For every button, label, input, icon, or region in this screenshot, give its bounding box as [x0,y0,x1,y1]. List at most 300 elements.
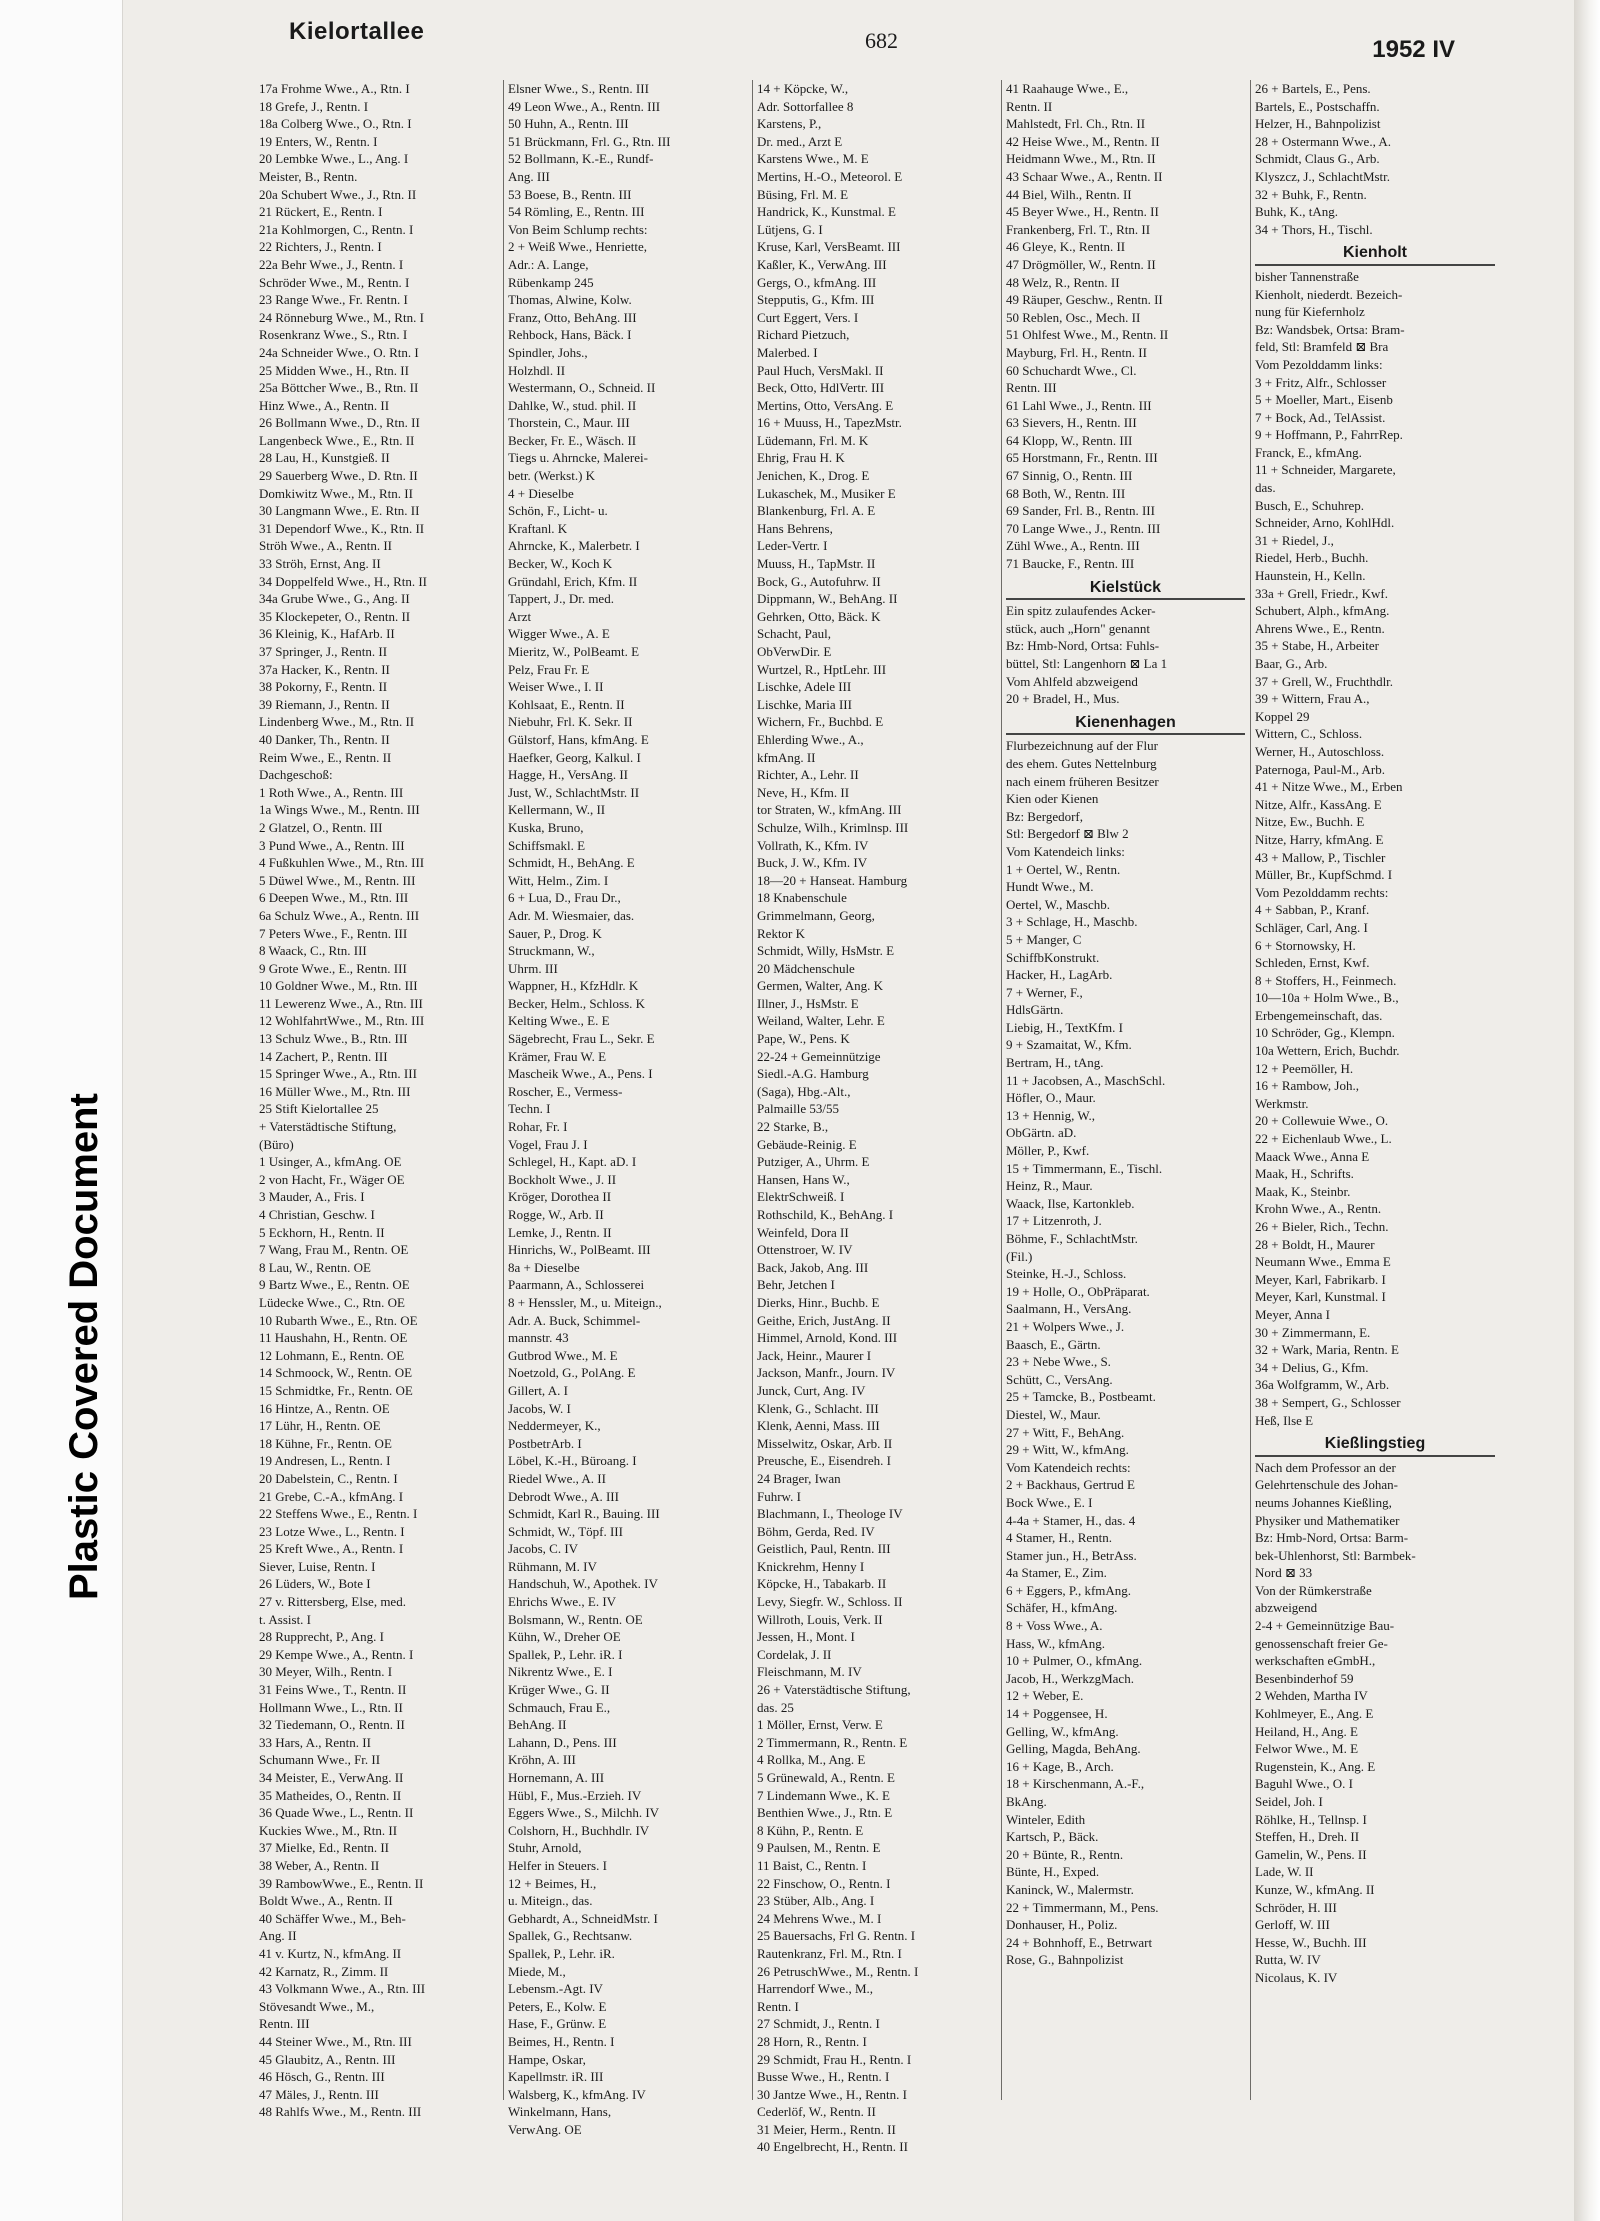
directory-entry: Gülstorf, Hans, kfmAng. E [508,731,649,747]
directory-entry: Bz: Hmb-Nord, Ortsa: Barm- [1255,1530,1409,1546]
directory-entry: Schumann Wwe., Fr. II [259,1752,381,1768]
directory-entry: 26 PetruschWwe., M., Rentn. I [757,1963,919,1979]
directory-entry: Ehrig, Frau H. K [757,450,845,466]
directory-columns [255,80,1500,2155]
directory-entry: Knickrehm, Henny I [757,1558,865,1574]
directory-entry: 8 + Voss Wwe., A. [1006,1618,1103,1634]
directory-entry: des ehem. Gutes Nettelnburg [1006,755,1157,771]
directory-entry: 48 Welz, R., Rentn. II [1006,274,1120,290]
directory-entry: 3 Mauder, A., Fris. I [259,1189,365,1205]
directory-entry: Vom Katendeich links: [1006,843,1125,859]
directory-entry: Ottenstroer, W. IV [757,1242,853,1258]
directory-entry: 20 Mädchenschule [757,960,855,976]
directory-entry: Kröger, Dorothea II [508,1189,612,1205]
directory-entry: 21 + Wolpers Wwe., J. [1006,1318,1125,1334]
directory-entry: 53 Boese, B., Rentn. III [508,186,632,202]
directory-entry: Ehrichs Wwe., E. IV [508,1594,617,1610]
directory-entry: Boldt Wwe., A., Rentn. II [259,1893,393,1909]
directory-entry: Harrendorf Wwe., M., [757,1981,873,1997]
directory-entry: Jenichen, K., Drog. E [757,468,870,484]
directory-entry: Gründahl, Erich, Kfm. II [508,573,638,589]
directory-entry: Richard Pietzuch, [757,327,850,343]
directory-entry: 21 Grebe, C.-A., kfmAng. I [259,1488,404,1504]
directory-entry: Leder-Vertr. I [757,538,828,554]
directory-entry: Himmel, Arnold, Kond. III [757,1330,898,1346]
directory-entry: Holzhdl. II [508,362,566,378]
directory-entry: 12 + Weber, E. [1006,1688,1084,1704]
directory-entry: 71 Baucke, F., Rentn. III [1006,556,1135,572]
directory-entry: Jacob, H., WerkzgMach. [1006,1670,1134,1686]
directory-entry: 2 Wehden, Martha IV [1255,1688,1368,1704]
directory-entry: Physiker und Mathematiker [1255,1512,1400,1528]
directory-entry: Kuska, Bruno, [508,819,584,835]
directory-entry: Schulze, Wilh., Krimlnsp. III [757,819,909,835]
document-label-strip [0,0,122,2221]
directory-entry: Misselwitz, Oskar, Arb. II [757,1435,893,1451]
directory-entry: 8 Lau, W., Rentn. OE [259,1259,371,1275]
directory-entry: 24 Rönneburg Wwe., M., Rtn. I [259,309,424,325]
directory-entry: 30 Jantze Wwe., H., Rentn. I [757,2086,907,2102]
directory-entry: (Büro) [259,1136,294,1152]
directory-entry: 38 + Sempert, G., Schlosser [1255,1394,1401,1410]
directory-entry: 1 + Oertel, W., Rentn. [1006,861,1121,877]
directory-entry: bek-Uhlenhorst, Stl: Barmbek- [1255,1547,1416,1563]
directory-entry: 29 + Witt, W., kfmAng. [1006,1442,1129,1458]
directory-entry: Roscher, E., Vermess- [508,1083,623,1099]
directory-entry: (Fil.) [1006,1248,1033,1264]
directory-entry: Busch, E., Schuhrep. [1255,497,1365,513]
directory-entry: 25 Kreft Wwe., A., Rentn. I [259,1541,404,1557]
directory-entry: Kaßler, K., VerwAng. III [757,256,887,272]
directory-entry: 46 Hösch, G., Rentn. III [259,2069,385,2085]
directory-entry: Meyer, Karl, Kunstmal. I [1255,1289,1386,1305]
directory-entry: 10 Goldner Wwe., M., Rtn. III [259,978,418,994]
directory-entry: 10 + Pulmer, O., kfmAng. [1006,1653,1143,1669]
directory-entry: Just, W., SchlachtMstr. II [508,784,640,800]
directory-entry: abzweigend [1255,1600,1318,1616]
directory-entry: 11 + Jacobsen, A., MaschSchl. [1006,1072,1166,1088]
directory-entry: 26 Bollmann Wwe., D., Rtn. II [259,415,420,431]
directory-entry: Lüdecke Wwe., C., Rtn. OE [259,1294,405,1310]
directory-entry: Jacobs, C. IV [508,1541,579,1557]
directory-entry: Baguhl Wwe., O. I [1255,1776,1353,1792]
directory-entry: Mahlstedt, Frl. Ch., Rtn. II [1006,116,1146,132]
directory-entry: werkschaften eGmbH., [1255,1653,1376,1669]
directory-entry: 7 Lindemann Wwe., K. E [757,1787,890,1803]
directory-entry: Hinrichs, W., PolBeamt. III [508,1242,651,1258]
directory-entry: Jacobs, W. I [508,1400,571,1416]
directory-entry: Ströh Wwe., A., Rentn. II [259,538,392,554]
directory-entry: 28 Lau, H., Kunstgieß. II [259,450,390,466]
directory-entry: Gelling, Magda, BehAng. [1006,1741,1141,1757]
directory-entry: 17 + Litzenroth, J. [1006,1213,1102,1229]
directory-entry: Beck, Otto, HdlVertr. III [757,380,885,396]
directory-entry: Waack, Ilse, Kartonkleb. [1006,1195,1135,1211]
directory-entry: Riedel, Herb., Buchh. [1255,550,1369,566]
directory-entry: 10 Schröder, Gg., Klempn. [1255,1025,1395,1041]
directory-entry: Winkelmann, Hans, [508,2104,612,2120]
directory-entry: 4 Fußkuhlen Wwe., M., Rtn. III [259,855,425,871]
directory-entry: Kuckies Wwe., M., Rtn. II [259,1822,398,1838]
directory-entry: Kienholt, niederdt. Bezeich- [1255,286,1403,302]
directory-entry: Rose, G., Bahnpolizist [1006,1952,1124,1968]
directory-entry: Meyer, Karl, Fabrikarb. I [1255,1271,1386,1287]
directory-entry: Mascheik Wwe., A., Pens. I [508,1066,653,1082]
directory-entry: Weiland, Walter, Lehr. E [757,1013,885,1029]
directory-entry: 24 Mehrens Wwe., M. I [757,1910,882,1926]
directory-entry: Becker, Fr. E., Wäsch. II [508,432,637,448]
directory-entry: 15 Schmidtke, Fr., Rentn. OE [259,1382,413,1398]
directory-entry: Hundt Wwe., M. [1006,879,1094,895]
directory-entry: 25 Bauersachs, Frl G. Rentn. I [757,1928,916,1944]
directory-entry: Klenk, Aenni, Mass. III [757,1418,880,1434]
directory-entry: Hornemann, A. III [508,1770,605,1785]
directory-entry: Rübenkamp 245 [508,274,594,290]
directory-entry: betr. (Werkst.) K [508,468,596,484]
directory-entry: Mertins, Otto, VersAng. E [757,397,894,413]
directory-entry: Vom Ahlfeld abzweigend [1006,673,1138,689]
directory-entry: 43 Schaar Wwe., A., Rentn. II [1006,168,1163,184]
directory-entry: 24 + Bohnhoff, E., Betrwart [1006,1934,1153,1950]
directory-entry: Rohar, Fr. I [508,1119,568,1135]
directory-entry: Struckmann, W., [508,943,595,959]
directory-entry: Gehrken, Otto, Bäck. K [757,608,881,624]
directory-entry: Lade, W. II [1255,1864,1314,1880]
directory-entry: Paul Huch, VersMakl. II [757,362,884,378]
directory-entry: 64 Klopp, W., Rentn. III [1006,432,1133,448]
plastic-covered-label: Plastic Covered Document [62,1093,106,1600]
directory-entry: Rentn. I [757,1998,799,2014]
directory-entry: 16 Hintze, A., Rentn. OE [259,1400,390,1416]
directory-entry: genossenschaft freier Ge- [1255,1635,1388,1651]
directory-entry: Meister, B., Rentn. [259,168,358,184]
directory-entry: Karstens Wwe., M. E [757,151,869,167]
directory-entry: 19 + Holle, O., ObPräparat. [1006,1283,1150,1299]
directory-entry: kfmAng. II [757,749,816,765]
directory-entry: 8a + Dieselbe [508,1259,580,1275]
directory-entry: Schlegel, H., Kapt. aD. I [508,1154,637,1170]
directory-entry: PostbetrArb. I [508,1435,582,1451]
directory-entry: 4 Christian, Geschw. I [259,1207,375,1222]
directory-entry: 25 Stift Kielortallee 25 [259,1101,379,1117]
directory-entry: 35 Klockepeter, O., Rentn. II [259,608,411,624]
directory-entry: Becker, Helm., Schloss. K [508,995,646,1011]
directory-entry: neums Johannes Kießling, [1255,1494,1392,1510]
directory-entry: Siedl.-A.G. Hamburg [757,1066,869,1082]
directory-entry: 45 Beyer Wwe., H., Rentn. II [1006,204,1159,220]
directory-entry: Seidel, Joh. I [1255,1794,1323,1809]
directory-entry: Busse Wwe., H., Rentn. I [757,2069,890,2085]
directory-entry: Jessen, H., Mont. I [757,1629,855,1645]
directory-entry: Koppel 29 [1255,708,1310,724]
directory-entry: 16 + Rambow, Joh., [1255,1078,1359,1094]
page-edge [1574,0,1600,2221]
directory-entry: Schiffsmakl. E [508,837,586,853]
directory-entry: 18 + Kirschenmann, A.-F., [1006,1776,1145,1792]
directory-entry: 21a Kohlmorgen, C., Rentn. I [259,221,414,237]
directory-entry: 4 + Sabban, P., Kranf. [1255,902,1370,918]
directory-entry: Lukaschek, M., Musiker E [757,485,896,501]
directory-entry: Dr. med., Arzt E [757,133,843,149]
directory-entry: 9 Paulsen, M., Rentn. E [757,1840,881,1856]
directory-entry: Helfer in Steuers. I [508,1857,607,1873]
directory-entry: Wittern, C., Schloss. [1255,726,1363,742]
directory-entry: Kohlsaat, E., Rentn. II [508,696,625,712]
directory-entry: Nach dem Professor an der [1255,1459,1396,1475]
directory-entry: 9 + Hoffmann, P., FahrrRep. [1255,427,1403,443]
directory-entry: Noetzold, G., PolAng. E [508,1365,636,1381]
directory-entry: 37a Hacker, K., Rentn. II [259,661,390,677]
directory-entry: 36 Quade Wwe., L., Rentn. II [259,1805,414,1821]
directory-entry: feld, Stl: Bramfeld ⊠ Bra [1255,339,1389,355]
directory-entry: 1a Wings Wwe., M., Rentn. III [259,802,420,818]
directory-entry: Neddermeyer, K., [508,1418,601,1434]
directory-entry: 6a Schulz Wwe., A., Rentn. III [259,907,420,923]
directory-entry: 6 Deepen Wwe., M., Rtn. III [259,890,409,906]
directory-entry: stück, auch „Horn" genannt [1006,620,1150,636]
directory-entry: SchiffbKonstrukt. [1006,949,1100,965]
directory-entry: Miede, M., [508,1963,566,1979]
directory-entry: Schmidt, H., BehAng. E [508,855,635,871]
directory-entry: 42 Heise Wwe., M., Rentn. II [1006,133,1160,149]
directory-entry: 65 Horstmann, Fr., Rentn. III [1006,450,1158,466]
column-2 [504,80,753,2137]
directory-entry: Lütjens, G. I [757,221,823,237]
directory-entry: Stl: Bergedorf ⊠ Blw 2 [1006,826,1129,842]
directory-entry: Zühl Wwe., A., Rentn. III [1006,538,1140,554]
directory-entry: Pape, W., Pens. K [757,1031,850,1047]
directory-entry: 51 Brückmann, Frl. G., Rtn. III [508,133,671,149]
directory-entry: Ang. III [508,168,550,184]
directory-entry: 11 Baist, C., Rentn. I [757,1857,867,1873]
directory-entry: Kühn, W., Dreher OE [508,1629,621,1645]
directory-entry: mannstr. 43 [508,1330,569,1346]
directory-entry: Fuhrw. I [757,1488,801,1504]
directory-entry: 40 Danker, Th., Rentn. II [259,731,390,747]
directory-entry: nung für Kiefernholz [1255,304,1365,320]
directory-entry: Paternoga, Paul-M., Arb. [1255,761,1385,777]
directory-entry: Vogel, Frau J. I [508,1136,588,1152]
directory-entry: Adr.: A. Lange, [508,256,589,272]
directory-entry: Gerloff, W. III [1255,1917,1330,1933]
directory-entry: 46 Gleye, K., Rentn. II [1006,239,1126,255]
directory-entry: Bartels, E., Postschaffn. [1255,98,1380,114]
directory-entry: 35 Matheides, O., Rentn. II [259,1787,402,1803]
directory-entry: 4 Stamer, H., Rentn. [1006,1530,1112,1546]
directory-entry: 32 + Buhk, F., Rentn. [1255,186,1367,202]
directory-entry: Heß, Ilse E [1255,1412,1314,1428]
directory-entry: Palmaille 53/55 [757,1101,839,1117]
directory-entry: Haefker, Georg, Kalkul. I [508,749,641,765]
running-street-title: Kielortallee [289,18,425,45]
directory-entry: 15 + Timmermann, E., Tischl. [1006,1160,1163,1176]
directory-entry: Ahrens Wwe., E., Rentn. [1255,620,1385,636]
directory-entry: ElektrSchweiß. I [757,1189,845,1205]
directory-entry: Franz, Otto, BehAng. III [508,309,637,325]
directory-entry: 27 v. Rittersberg, Else, med. [259,1594,406,1610]
directory-entry: Stepputis, G., Kfm. III [757,292,875,308]
directory-entry: nach einem früheren Besitzer [1006,773,1159,789]
directory-entry: Bünte, H., Exped. [1006,1864,1100,1880]
directory-entry: Malerbed. I [757,344,818,360]
directory-entry: Back, Jakob, Ang. III [757,1259,869,1275]
directory-entry: Neumann Wwe., Emma E [1255,1254,1391,1270]
directory-entry: 5 + Manger, C [1006,931,1082,947]
directory-entry: 25 Midden Wwe., H., Rtn. II [259,362,409,378]
directory-entry: Müller, Br., KupfSchmd. I [1255,867,1393,883]
directory-entry: Schneider, Arno, KohlHdl. [1255,515,1395,531]
directory-entry: 5 Düwel Wwe., M., Rentn. III [259,872,416,888]
directory-entry: Bock Wwe., E. I [1006,1494,1093,1510]
directory-entry: 39 RambowWwe., E., Rentn. II [259,1875,424,1891]
directory-entry: 16 + Kage, B., Arch. [1006,1758,1114,1774]
directory-entry: Blachmann, I., Theologe IV [757,1506,903,1522]
directory-entry: ObGärtn. aD. [1006,1125,1077,1141]
directory-entry: tor Straten, W., kfmAng. III [757,802,902,818]
directory-entry: Thomas, Alwine, Kolw. [508,292,632,308]
directory-entry: 41 v. Kurtz, N., kfmAng. II [259,1945,402,1961]
directory-entry: 24 Brager, Iwan [757,1470,841,1486]
directory-entry: 7 Peters Wwe., F., Rentn. III [259,925,408,941]
directory-entry: Büsing, Frl. M. E [757,186,849,202]
directory-entry: Ein spitz zulaufendes Acker- [1006,603,1156,619]
directory-entry: Hans Behrens, [757,520,833,536]
directory-entry: Krohn Wwe., A., Rentn. [1255,1201,1382,1217]
directory-entry: 45 Glaubitz, A., Rentn. III [259,2051,396,2067]
directory-entry: Hacker, H., LagArb. [1006,967,1113,983]
directory-entry: Kruse, Karl, VersBeamt. III [757,239,901,255]
directory-entry: Ang. II [259,1928,297,1944]
directory-entry: Von der Rümkerstraße [1255,1582,1372,1598]
directory-entry: Benthien Wwe., J., Rtn. E [757,1805,893,1821]
directory-entry: 1 Roth Wwe., A., Rentn. III [259,784,404,800]
column-3 [753,80,1002,2155]
directory-entry: Heidmann Wwe., M., Rtn. II [1006,151,1156,167]
directory-entry: Höfler, O., Maur. [1006,1090,1096,1106]
directory-entry: Kien oder Kienen [1006,791,1099,807]
directory-entry: 18 Grefe, J., Rentn. I [259,98,369,114]
directory-entry: Peters, E., Kolw. E [508,1998,607,2014]
directory-entry: Vom Pezolddamm rechts: [1255,884,1389,900]
directory-entry: Heiland, H., Ang. E [1255,1723,1358,1739]
directory-entry: 34 + Delius, G., Kfm. [1255,1359,1369,1375]
directory-entry: Nitze, Alfr., KassAng. E [1255,796,1382,812]
directory-entry: Rentn. III [1006,380,1057,396]
directory-entry: Stamer jun., H., BetrAss. [1006,1547,1137,1563]
directory-entry: Jack, Heinr., Maurer I [757,1347,872,1363]
edition-year: 1952 IV [1372,36,1455,63]
directory-entry: Klyszcz, J., SchlachtMstr. [1255,168,1391,184]
directory-entry: Gamelin, W., Pens. II [1255,1846,1367,1862]
directory-entry: Kartsch, P., Bäck. [1006,1829,1099,1845]
directory-entry: Schäfer, H., kfmAng. [1006,1600,1118,1616]
directory-entry: Grimmelmann, Georg, [757,907,875,923]
directory-entry: Rühmann, M. IV [508,1558,597,1574]
directory-entry: Maack Wwe., Anna E [1255,1148,1370,1164]
directory-entry: 26 + Bieler, Rich., Techn. [1255,1219,1389,1234]
directory-entry: 4 + Dieselbe [508,485,574,501]
directory-entry: 33 Hars, A., Rentn. II [259,1734,371,1750]
directory-entry: Rehbock, Hans, Bäck. I [508,327,632,343]
directory-entry: Klenk, G., Schlacht. III [757,1400,879,1416]
directory-entry: 51 Ohlfest Wwe., M., Rentn. II [1006,327,1169,343]
directory-entry: 40 Schäffer Wwe., M., Beh- [259,1910,406,1926]
directory-entry: Gergs, O., kfmAng. III [757,274,877,290]
directory-entry: Erbengemeinschaft, das. [1255,1007,1383,1023]
directory-entry: 12 Lohmann, E., Rentn. OE [259,1347,405,1363]
directory-entry: 36a Wolfgramm, W., Arb. [1255,1377,1390,1393]
directory-entry: Vom Pezolddamm links: [1255,356,1383,372]
directory-entry: 38 Pokorny, F., Rentn. II [259,679,388,695]
directory-entry: 2 Timmermann, R., Rentn. E [757,1734,908,1750]
directory-entry: ObVerwDir. E [757,644,832,659]
directory-entry: Gelehrtenschule des Johan- [1255,1477,1398,1493]
directory-entry: Steffen, H., Dreh. II [1255,1829,1360,1845]
directory-entry: 34a Grube Wwe., G., Ang. II [259,591,410,607]
directory-entry: t. Assist. I [259,1611,312,1627]
directory-entry: Rothschild, K., BehAng. I [757,1207,894,1222]
directory-entry: 22 Richters, J., Rentn. I [259,239,382,255]
directory-entry: Gutbrod Wwe., M. E [508,1347,618,1363]
directory-entry: Dahlke, W., stud. phil. II [508,397,637,413]
directory-entry: Gelling, W., kfmAng. [1006,1723,1119,1739]
directory-entry: 20 Dabelstein, C., Rentn. I [259,1470,398,1486]
directory-entry: Geistlich, Paul, Rentn. III [757,1541,891,1557]
directory-entry: Jackson, Manfr., Journ. IV [757,1365,896,1381]
directory-entry: 15 Springer Wwe., A., Rtn. III [259,1066,417,1082]
directory-entry: 28 + Boldt, H., Maurer [1255,1236,1375,1252]
directory-entry: 14 + Köpcke, W., [757,81,849,96]
directory-entry: Muuss, H., TapMstr. II [757,556,876,572]
directory-entry: Rentn. III [259,2016,310,2032]
directory-entry: Bz: Bergedorf, [1006,808,1084,824]
directory-entry: Böhm, Gerda, Red. IV [757,1523,875,1539]
directory-entry: 11 Lewerenz Wwe., A., Rtn. III [259,995,423,1011]
directory-entry: Liebig, H., TextKfm. I [1006,1019,1123,1035]
directory-entry: 2 + Weiß Wwe., Henriette, [508,239,648,255]
directory-entry: Schütt, C., VersAng. [1006,1371,1113,1387]
directory-entry: 30 + Zimmermann, E. [1255,1324,1371,1340]
directory-entry: Baasch, E., Gärtn. [1006,1336,1101,1352]
directory-entry: Maak, H., Schrifts. [1255,1166,1354,1182]
directory-entry: 11 + Schneider, Margarete, [1255,462,1396,478]
directory-entry: Lebensm.-Agt. IV [508,1981,603,1997]
directory-entry: 33 Ströh, Ernst, Ang. II [259,556,381,572]
directory-entry: Bolsmann, W., Rentn. OE [508,1611,643,1627]
directory-entry: Lahann, D., Pens. III [508,1734,617,1750]
directory-entry: 14 + Poggensee, H. [1006,1706,1108,1722]
directory-entry: Germen, Walter, Ang. K [757,978,883,994]
directory-entry: Saalmann, H., VersAng. [1006,1301,1132,1317]
directory-entry: Löbel, K.-H., Büroang. I [508,1453,637,1469]
directory-entry: 12 + Beimes, H., [508,1875,597,1891]
directory-entry: Weinfeld, Dora II [757,1224,849,1240]
directory-entry: 22 + Timmermann, M., Pens. [1006,1899,1159,1915]
street-heading: Kielstück [1006,579,1245,601]
directory-entry: Felwor Wwe., M. E [1255,1741,1359,1757]
directory-entry: 7 Wang, Frau M., Rentn. OE [259,1242,409,1258]
directory-entry: 17a Frohme Wwe., A., Rtn. I [259,81,410,96]
directory-entry: 1 Möller, Ernst, Verw. E [757,1717,883,1733]
directory-entry: 22 Starke, B., [757,1119,829,1135]
directory-entry: Nicolaus, K. IV [1255,1969,1338,1985]
directory-entry: Nikrentz Wwe., E. I [508,1664,613,1680]
directory-entry: Adr. A. Buck, Schimmel- [508,1312,641,1328]
directory-entry: Mieritz, W., PolBeamt. E [508,644,640,659]
directory-entry: Meyer, Anna I [1255,1306,1330,1322]
directory-entry: Kohlmeyer, E., Ang. E [1255,1706,1374,1722]
directory-entry: 41 Raahauge Wwe., E., [1006,81,1129,96]
